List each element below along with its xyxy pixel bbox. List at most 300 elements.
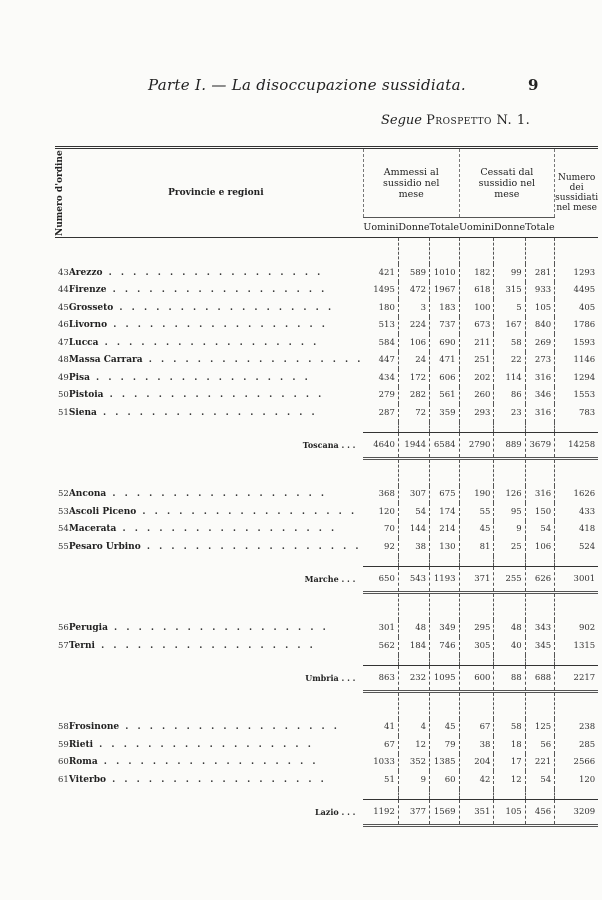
value-cell: 184: [398, 637, 429, 655]
dot-leader: . . . . . . . . . . . . . . . . . .: [106, 774, 327, 785]
total-cell: 2217: [555, 665, 599, 691]
spacer-cell: [363, 556, 398, 567]
spacer-cell: [55, 789, 69, 800]
spacer-cell: [459, 655, 494, 666]
total-cell: 543: [398, 566, 429, 592]
total-cell: 863: [363, 665, 398, 691]
subheader-totale: Totale: [430, 218, 459, 238]
value-cell: 42: [459, 771, 494, 789]
table-row: [55, 620, 598, 638]
value-cell: 174: [430, 503, 459, 521]
value-cell: 345: [525, 637, 554, 655]
dot-leader: . . . . . . . . . . . . . . . . . .: [142, 355, 364, 366]
value-cell: 746: [430, 637, 459, 655]
value-cell: 471: [430, 352, 459, 370]
spacer-cell: [55, 592, 69, 620]
value-cell: 81: [459, 538, 494, 556]
value-cell: 105: [525, 299, 554, 317]
value-cell: 293: [459, 404, 494, 422]
value-cell: 1593: [573, 337, 596, 348]
total-cell: 1944: [398, 432, 429, 458]
row-spacer: [55, 655, 598, 666]
value-cell: 182: [459, 264, 494, 282]
table-row: [55, 299, 598, 317]
province-name: Viterbo: [68, 774, 106, 785]
row-number: 44: [58, 285, 69, 296]
spacer-cell: [430, 458, 459, 486]
value-cell: 606: [430, 369, 459, 387]
value-cell: 38: [459, 736, 494, 754]
group-spacer: [55, 592, 598, 620]
total-cell: 1569: [430, 799, 459, 825]
subheader-uomini: Uomini: [363, 218, 398, 238]
spacer-cell: [363, 238, 398, 265]
value-cell: 67: [363, 736, 398, 754]
province-cell: [69, 404, 364, 422]
table-row: [55, 538, 598, 556]
dot-leader: . . . . . . . . . . . . . . . . . .: [106, 489, 328, 500]
table-end: [55, 825, 598, 829]
value-cell: 24: [398, 352, 429, 370]
dot-leader: . . . . . . . . . . . . . . . . . .: [119, 722, 340, 733]
running-title: Parte I. — La disoccupazione sussidiata.: [148, 76, 466, 94]
spacer-cell: [69, 458, 364, 486]
value-cell: 204: [459, 754, 494, 772]
value-cell: 150: [525, 503, 554, 521]
subheader-donne: Donne: [398, 218, 429, 238]
province-cell: [69, 754, 364, 772]
total-cell: 626: [525, 566, 554, 592]
spacer-cell: [494, 691, 525, 719]
value-cell: 40: [494, 637, 525, 655]
value-cell: 12: [398, 736, 429, 754]
subheader-uomini: Uomini: [459, 218, 494, 238]
page-number: 9: [528, 76, 539, 94]
spacer-cell: [459, 556, 494, 567]
value-cell: 1293: [573, 267, 596, 278]
spacer-cell: [55, 238, 69, 265]
province-cell: [69, 637, 364, 655]
spacer-cell: [69, 789, 364, 800]
value-cell: 67: [459, 719, 494, 737]
value-cell: 562: [363, 637, 398, 655]
region-name: Marche . . .: [304, 574, 356, 584]
spacer-cell: [398, 691, 429, 719]
province-cell: [69, 282, 364, 300]
value-cell: 346: [525, 387, 554, 405]
province-name: Firenze: [68, 285, 107, 296]
value-cell: 130: [430, 538, 459, 556]
total-cell: 889: [494, 432, 525, 458]
spacer-cell: [55, 458, 69, 486]
spacer-cell: [55, 556, 69, 567]
total-cell: 4640: [363, 432, 398, 458]
value-cell: 224: [398, 317, 429, 335]
end-cell: [55, 825, 69, 829]
value-cell: 48: [494, 620, 525, 638]
dot-leader: . . . . . . . . . . . . . . . . . .: [140, 541, 362, 552]
total-cell: 232: [398, 665, 429, 691]
total-cell: 255: [494, 566, 525, 592]
spacer-cell: [69, 592, 364, 620]
value-cell: 79: [430, 736, 459, 754]
province-name: Lucca: [68, 337, 99, 348]
value-cell: 1786: [573, 320, 596, 331]
province-cell: [69, 299, 364, 317]
table-row: [55, 771, 598, 789]
row-number: 48: [58, 355, 69, 366]
value-cell: 4: [398, 719, 429, 737]
value-cell: 144: [398, 521, 429, 539]
value-cell: 1315: [573, 640, 596, 651]
table-row: [55, 404, 598, 422]
dot-leader: . . . . . . . . . . . . . . . . . .: [97, 757, 319, 768]
table-subtitle: [381, 113, 530, 128]
spacer-cell: [555, 789, 599, 800]
spacer-cell: [363, 691, 398, 719]
spacer-cell: [494, 789, 525, 800]
region-name: Umbria . . .: [305, 673, 356, 683]
spacer-cell: [525, 458, 554, 486]
value-cell: 279: [363, 387, 398, 405]
end-cell: [555, 825, 599, 829]
spacer-cell: [525, 592, 554, 620]
spacer-cell: [459, 691, 494, 719]
row-number: 51: [58, 407, 69, 418]
spacer-cell: [69, 655, 364, 666]
table-row: [55, 486, 598, 504]
spacer-cell: [430, 238, 459, 265]
empty-cell: [55, 432, 69, 458]
group-spacer: [55, 691, 598, 719]
value-cell: 120: [363, 503, 398, 521]
province-name: Pesaro Urbino: [68, 541, 141, 552]
spacer-cell: [55, 691, 69, 719]
spacer-cell: [525, 422, 554, 433]
province-name: Roma: [68, 757, 98, 768]
dot-leader: . . . . . . . . . . . . . . . . . .: [102, 267, 324, 278]
spacer-cell: [398, 789, 429, 800]
row-number: 54: [58, 524, 69, 535]
value-cell: 56: [525, 736, 554, 754]
dot-leader: . . . . . . . . . . . . . . . . . .: [93, 739, 314, 750]
spacer-cell: [55, 655, 69, 666]
value-cell: 58: [494, 719, 525, 737]
province-cell: [69, 736, 364, 754]
spacer-cell: [69, 422, 364, 433]
value-cell: 421: [363, 264, 398, 282]
value-cell: 418: [578, 524, 596, 535]
region-total-row: [55, 665, 598, 691]
empty-cell: [55, 799, 69, 825]
value-cell: 54: [525, 771, 554, 789]
row-spacer: [55, 556, 598, 567]
value-cell: 17: [494, 754, 525, 772]
end-cell: [459, 825, 494, 829]
province-cell: [69, 387, 364, 405]
spacer-cell: [363, 655, 398, 666]
header-numero-ordine-text: Numero d'ordine: [55, 150, 65, 236]
province-cell: [69, 264, 364, 282]
value-cell: 307: [398, 486, 429, 504]
value-cell: 561: [430, 387, 459, 405]
row-number: 45: [58, 302, 69, 313]
spacer-cell: [398, 238, 429, 265]
row-number: 43: [58, 267, 69, 278]
spacer-cell: [459, 789, 494, 800]
value-cell: 1495: [363, 282, 398, 300]
province-name: Perugia: [68, 623, 108, 634]
total-cell: 1192: [363, 799, 398, 825]
value-cell: 54: [398, 503, 429, 521]
value-cell: 1385: [430, 754, 459, 772]
spacer-cell: [525, 789, 554, 800]
value-cell: 1033: [363, 754, 398, 772]
spacer-cell: [494, 238, 525, 265]
total-cell: 3001: [555, 566, 599, 592]
row-number: 59: [58, 739, 69, 750]
spacer-cell: [459, 592, 494, 620]
table-row: [55, 334, 598, 352]
spacer-cell: [555, 556, 599, 567]
value-cell: 472: [398, 282, 429, 300]
value-cell: 125: [525, 719, 554, 737]
value-cell: 1010: [430, 264, 459, 282]
total-cell: 377: [398, 799, 429, 825]
spacer-cell: [69, 238, 364, 265]
province-cell: [69, 334, 364, 352]
province-name: Pistoia: [68, 390, 104, 401]
total-cell: 14258: [555, 432, 599, 458]
spacer-cell: [430, 789, 459, 800]
spacer-cell: [494, 592, 525, 620]
value-cell: 933: [525, 282, 554, 300]
value-cell: 114: [494, 369, 525, 387]
spacer-cell: [494, 458, 525, 486]
table-row: [55, 521, 598, 539]
header-numero-ordine: [55, 148, 69, 238]
value-cell: 126: [494, 486, 525, 504]
value-cell: 202: [459, 369, 494, 387]
value-cell: 18: [494, 736, 525, 754]
table-row: [55, 352, 598, 370]
value-cell: 25: [494, 538, 525, 556]
total-cell: 88: [494, 665, 525, 691]
spacer-cell: [430, 422, 459, 433]
value-cell: 106: [398, 334, 429, 352]
value-cell: 58: [494, 334, 525, 352]
row-number: 56: [58, 623, 69, 634]
value-cell: 1553: [573, 390, 596, 401]
province-cell: [69, 538, 364, 556]
spacer-cell: [398, 592, 429, 620]
value-cell: 70: [363, 521, 398, 539]
province-cell: [69, 620, 364, 638]
spacer-cell: [555, 655, 599, 666]
value-cell: 106: [525, 538, 554, 556]
value-cell: 840: [525, 317, 554, 335]
value-cell: 260: [459, 387, 494, 405]
province-cell: [69, 317, 364, 335]
spacer-cell: [55, 422, 69, 433]
dot-leader: . . . . . . . . . . . . . . . . . .: [103, 390, 325, 401]
spacer-cell: [525, 238, 554, 265]
value-cell: 9: [494, 521, 525, 539]
value-cell: 221: [525, 754, 554, 772]
total-cell: 351: [459, 799, 494, 825]
region-name: Toscana . . .: [302, 440, 356, 450]
spacer-cell: [363, 789, 398, 800]
province-cell: [69, 521, 364, 539]
header-numero-sussidiati: Numero dei sussidiati nel mese: [555, 148, 599, 238]
region-total-row: [55, 566, 598, 592]
value-cell: 1294: [573, 372, 596, 383]
province-name: Macerata: [68, 524, 117, 535]
dot-leader: . . . . . . . . . . . . . . . . . .: [136, 506, 358, 517]
total-cell: 688: [525, 665, 554, 691]
province-cell: [69, 719, 364, 737]
province-name: Rieti: [68, 739, 94, 750]
province-name: Ancona: [68, 489, 107, 500]
total-cell: 3679: [525, 432, 554, 458]
end-cell: [398, 825, 429, 829]
spacer-cell: [430, 655, 459, 666]
row-number: 60: [58, 757, 69, 768]
value-cell: 55: [459, 503, 494, 521]
segue-label: Segue: [381, 113, 422, 128]
subheader-totale: Totale: [525, 218, 554, 238]
value-cell: 1146: [573, 355, 596, 366]
value-cell: 172: [398, 369, 429, 387]
end-cell: [69, 825, 364, 829]
province-name: Ascoli Piceno: [68, 506, 137, 517]
value-cell: 447: [363, 352, 398, 370]
row-number: 61: [58, 774, 69, 785]
value-cell: 211: [459, 334, 494, 352]
province-name: Frosinone: [68, 722, 120, 733]
province-cell: [69, 369, 364, 387]
subheader-donne: Donne: [494, 218, 525, 238]
spacer-cell: [398, 422, 429, 433]
spacer-cell: [525, 556, 554, 567]
group-spacer: [55, 238, 598, 265]
value-cell: 120: [578, 774, 596, 785]
value-cell: 316: [525, 369, 554, 387]
value-cell: 92: [363, 538, 398, 556]
spacer-cell: [363, 422, 398, 433]
prospetto-table: [55, 146, 598, 829]
value-cell: 282: [398, 387, 429, 405]
table-row: [55, 503, 598, 521]
value-cell: 287: [363, 404, 398, 422]
province-name: Livorno: [68, 320, 108, 331]
spacer-cell: [525, 655, 554, 666]
table-row: [55, 719, 598, 737]
value-cell: 51: [363, 771, 398, 789]
table-row: [55, 264, 598, 282]
total-cell: 3209: [555, 799, 599, 825]
province-name: Massa Carrara: [68, 355, 143, 366]
table-row: [55, 317, 598, 335]
province-name: Terni: [68, 640, 95, 651]
dot-leader: . . . . . . . . . . . . . . . . . .: [113, 302, 335, 313]
value-cell: 1967: [430, 282, 459, 300]
value-cell: 95: [494, 503, 525, 521]
row-spacer: [55, 422, 598, 433]
value-cell: 5: [494, 299, 525, 317]
province-name: Siena: [68, 407, 97, 418]
value-cell: 214: [430, 521, 459, 539]
dot-leader: . . . . . . . . . . . . . . . . . .: [116, 524, 338, 535]
province-cell: [69, 352, 364, 370]
region-total-row: [55, 799, 598, 825]
value-cell: 343: [525, 620, 554, 638]
spacer-cell: [363, 592, 398, 620]
spacer-cell: [555, 691, 599, 719]
spacer-cell: [69, 691, 364, 719]
value-cell: 45: [430, 719, 459, 737]
group-spacer: [55, 458, 598, 486]
table-body: [55, 238, 598, 829]
value-cell: 41: [363, 719, 398, 737]
spacer-cell: [555, 238, 599, 265]
value-cell: 434: [363, 369, 398, 387]
province-name: Pisa: [68, 372, 90, 383]
total-cell: 371: [459, 566, 494, 592]
row-number: 58: [58, 722, 69, 733]
dot-leader: . . . . . . . . . . . . . . . . . .: [96, 407, 318, 418]
value-cell: 349: [430, 620, 459, 638]
table-row: [55, 736, 598, 754]
dot-leader: . . . . . . . . . . . . . . . . . .: [94, 640, 316, 651]
value-cell: 584: [363, 334, 398, 352]
row-number: 52: [58, 489, 69, 500]
region-total-row: [55, 432, 598, 458]
value-cell: 183: [430, 299, 459, 317]
spacer-cell: [430, 592, 459, 620]
value-cell: 180: [363, 299, 398, 317]
value-cell: 238: [578, 722, 596, 733]
row-number: 57: [58, 640, 69, 651]
spacer-cell: [69, 556, 364, 567]
row-number: 55: [58, 541, 69, 552]
row-spacer: [55, 789, 598, 800]
value-cell: 315: [494, 282, 525, 300]
end-cell: [363, 825, 398, 829]
spacer-cell: [555, 592, 599, 620]
end-cell: [525, 825, 554, 829]
end-cell: [494, 825, 525, 829]
value-cell: 99: [494, 264, 525, 282]
total-cell: 105: [494, 799, 525, 825]
total-cell: 2790: [459, 432, 494, 458]
value-cell: 902: [578, 623, 596, 634]
value-cell: 100: [459, 299, 494, 317]
spacer-cell: [555, 458, 599, 486]
value-cell: 433: [578, 506, 596, 517]
value-cell: 4495: [573, 285, 596, 296]
dot-leader: . . . . . . . . . . . . . . . . . .: [107, 623, 329, 634]
value-cell: 316: [525, 486, 554, 504]
total-cell: 456: [525, 799, 554, 825]
value-cell: 45: [459, 521, 494, 539]
value-cell: 12: [494, 771, 525, 789]
value-cell: 301: [363, 620, 398, 638]
dot-leader: . . . . . . . . . . . . . . . . . .: [98, 337, 320, 348]
value-cell: 1626: [573, 489, 596, 500]
table-row: [55, 754, 598, 772]
value-cell: 22: [494, 352, 525, 370]
